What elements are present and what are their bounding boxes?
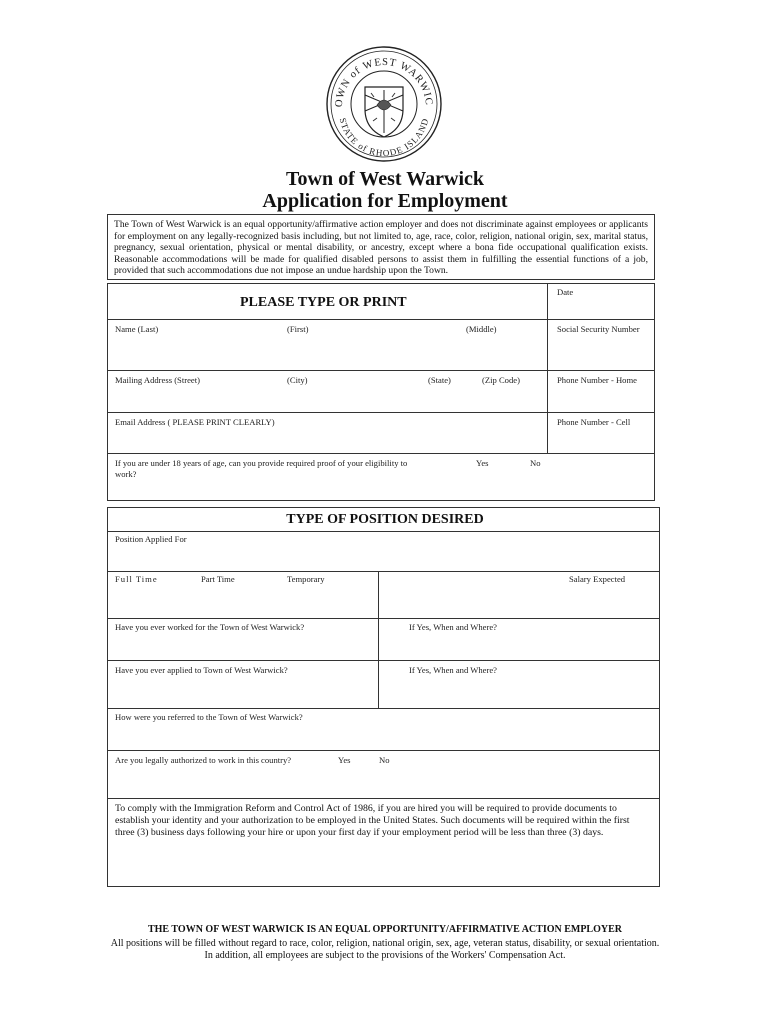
zip-code-field[interactable]: (Zip Code) <box>482 375 520 385</box>
row-divider <box>107 660 660 661</box>
first-name-field[interactable]: (First) <box>287 324 309 334</box>
applied-when-where-field[interactable]: If Yes, When and Where? <box>409 665 497 675</box>
home-phone-field[interactable]: Phone Number - Home <box>557 375 637 385</box>
street-address-field[interactable]: Mailing Address (Street) <box>115 375 200 385</box>
authorized-yes-option[interactable]: Yes <box>338 755 351 765</box>
section-heading-position: TYPE OF POSITION DESIRED <box>286 512 484 527</box>
under-18-no-option[interactable]: No <box>530 458 541 468</box>
last-name-field[interactable]: Name (Last) <box>115 324 159 334</box>
date-field[interactable]: Date <box>557 287 574 297</box>
work-authorization-question: Are you legally authorized to work in this country? <box>115 755 292 765</box>
row-divider <box>107 453 655 454</box>
eeo-notice: The Town of West Warwick is an equal opportunity/affirmative action employer and does not discriminate against employees or applicants for employment on any legally-recognized basis including, but not limited to, age, race, color, religion, national origin, sex, marital status, pregnancy, sexual orientation, physical or mental disability, or ancestry, except where a bona fide occupational qualification exists. Reasonable accommodations will be made for qualified disabled persons to assist them in fulfilling the essential functions of a job, provided that such accommodations due not impose an undue hardship upon the Town. <box>107 214 655 280</box>
footer-heading: THE TOWN OF WEST WARWICK IS AN EQUAL OPPORTUNITY/AFFIRMATIVE ACTION EMPLOYER <box>147 924 622 935</box>
position-applied-field[interactable]: Position Applied For <box>115 534 187 544</box>
state-field[interactable]: (State) <box>428 375 451 385</box>
email-field[interactable]: Email Address ( PLEASE PRINT CLEARLY) <box>115 417 275 427</box>
row-divider <box>107 319 655 320</box>
under-18-question: If you are under 18 years of age, can you provide required proof of your eligibility to work? <box>115 458 408 479</box>
part-time-option[interactable]: Part Time <box>201 574 235 584</box>
row-divider <box>107 708 660 709</box>
row-divider <box>107 571 660 572</box>
temporary-option[interactable]: Temporary <box>287 574 325 584</box>
section-heading-type-or-print: PLEASE TYPE OR PRINT <box>240 295 407 310</box>
footer-text: All positions will be filled without regard to race, color, religion, national origin, sex, age, veteran status, disability, or sexual orientation. In addition, all employees are subject to the provisions of the Workers' Compensation Act. <box>110 938 660 961</box>
row-divider <box>107 618 660 619</box>
row-divider <box>107 798 660 799</box>
applied-before-question[interactable]: Have you ever applied to Town of West Warwick? <box>115 665 288 675</box>
immigration-notice: To comply with the Immigration Reform and Control Act of 1986, if you are hired you will be required to provide documents to establish your identity and your authorization to be employed in the United States. Such documents will be required within the first three (3) business days following your hire or upon your first day if your employment period will be less than three (3) days. <box>115 803 630 838</box>
full-time-option[interactable]: Full Time <box>115 574 158 584</box>
right-column-divider <box>547 283 548 454</box>
row-divider <box>107 531 660 532</box>
seal-top-text: OWN of WEST WARWIC <box>333 56 435 108</box>
page-title: Town of West Warwick <box>286 168 484 190</box>
row-divider <box>107 412 655 413</box>
under-18-yes-option[interactable]: Yes <box>476 458 489 468</box>
city-field[interactable]: (City) <box>287 375 308 385</box>
page-subtitle: Application for Employment <box>262 190 508 212</box>
salary-expected-field[interactable]: Salary Expected <box>569 574 626 584</box>
worked-when-where-field[interactable]: If Yes, When and Where? <box>409 622 497 632</box>
cell-phone-field[interactable]: Phone Number - Cell <box>557 417 631 427</box>
referral-question[interactable]: How were you referred to the Town of West Warwick? <box>115 712 303 722</box>
row-divider <box>107 370 655 371</box>
column-divider <box>378 571 379 708</box>
row-divider <box>107 750 660 751</box>
worked-before-question[interactable]: Have you ever worked for the Town of West Warwick? <box>115 622 305 632</box>
authorized-no-option[interactable]: No <box>379 755 390 765</box>
town-seal <box>325 45 443 163</box>
svg-text:TOWN of WEST WARWICK <box>325 45 434 108</box>
middle-name-field[interactable]: (Middle) <box>466 324 497 334</box>
seal-bottom-text: STATE of RHODE ISLAND <box>337 116 431 159</box>
ssn-field[interactable]: Social Security Number <box>557 324 640 334</box>
